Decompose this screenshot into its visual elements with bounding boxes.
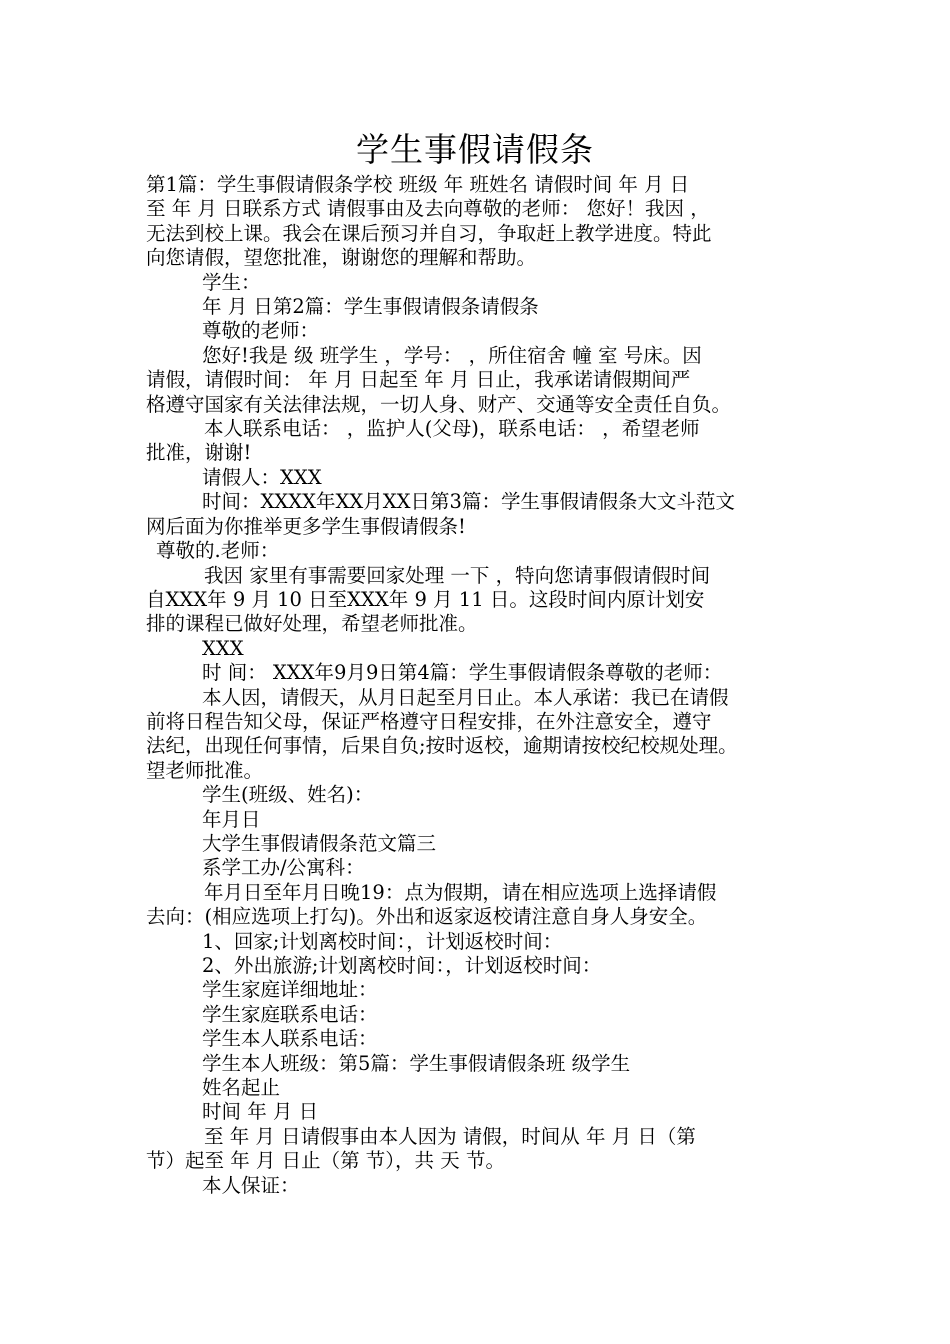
text-line: 至 年 月 日联系方式 请假事由及去向尊敬的老师： 您好！我因 ， bbox=[146, 197, 710, 221]
document-body bbox=[146, 173, 810, 1198]
text-line: 请假人：XXX bbox=[202, 465, 322, 489]
text-line: 本人联系电话： ，监护人(父母)，联系电话： ，希望老师 bbox=[204, 417, 700, 441]
text-line: 年月日至年月日晚19：点为假期，请在相应选项上选择请假 bbox=[204, 880, 717, 904]
text-line: 学生(班级、姓名)： bbox=[202, 783, 374, 807]
text-line: 大学生事假请假条范文篇三 bbox=[202, 831, 437, 855]
text-line: 时间 年 月 日 bbox=[202, 1100, 319, 1124]
text-line: 排的课程已做好处理，希望老师批准。 bbox=[146, 612, 478, 636]
text-line: 学生： bbox=[202, 270, 261, 294]
text-line: 法纪，出现任何事情，后果自负;按时返校，逾期请按校纪校规处理。 bbox=[146, 734, 738, 758]
text-line: 2、外出旅游;计划离校时间：，计划返校时间： bbox=[202, 954, 602, 977]
text-line: 本人保证： bbox=[202, 1173, 300, 1197]
text-line: 姓名起止 bbox=[202, 1076, 281, 1100]
text-line: 时间：XXXX年XX月XX日第3篇：学生事假请假条大文斗范文 bbox=[202, 490, 735, 514]
text-line: 我因 家里有事需要回家处理 一下 ，特向您请事假请假时间 bbox=[204, 563, 711, 587]
text-line: 第1篇：学生事假请假条学校 班级 年 班姓名 请假时间 年 月 日 bbox=[146, 173, 690, 196]
text-line: 向您请假，望您批准，谢谢您的理解和帮助。 bbox=[146, 246, 537, 270]
text-line: 去向：(相应选项上打勾)。外出和返家返校请注意自身人身安全。 bbox=[146, 905, 708, 929]
text-line: 学生本人班级：第5篇：学生事假请假条班 级学生 bbox=[202, 1051, 631, 1075]
text-line: 前将日程告知父母，保证严格遵守日程安排，在外注意安全，遵守 bbox=[146, 709, 712, 733]
text-line: 批准，谢谢! bbox=[146, 441, 252, 465]
text-line: 本人因，请假天，从月日起至月日止。本人承诺：我已在请假 bbox=[202, 685, 729, 709]
text-line: 学生家庭详细地址： bbox=[202, 978, 378, 1002]
text-line: 尊敬的.老师： bbox=[156, 539, 280, 563]
text-line: 学生本人联系电话： bbox=[202, 1027, 378, 1051]
text-line: 1、回家;计划离校时间：，计划返校时间： bbox=[202, 929, 563, 953]
text-line: 您好!我是 级 班学生 ，学号： ，所住宿舍 幢 室 号床。因 bbox=[202, 343, 702, 367]
text-line: 望老师批准。 bbox=[146, 758, 264, 782]
text-line: 无法到校上课。我会在课后预习并自习，争取赶上教学进度。特此 bbox=[146, 221, 712, 245]
text-line: 格遵守国家有关法律法规，一切人身、财产、交通等安全责任自负。 bbox=[146, 392, 732, 416]
text-line: 尊敬的老师： bbox=[202, 319, 320, 343]
text-line: 请假，请假时间： 年 月 日起至 年 月 日止，我承诺请假期间严 bbox=[146, 368, 691, 392]
text-line: 年 月 日第2篇：学生事假请假条请假条 bbox=[202, 295, 539, 319]
document-title: 学生事假请假条 bbox=[356, 130, 594, 169]
text-line: 节）起至 年 月 日止（第 节），共 天 节。 bbox=[146, 1149, 505, 1173]
text-line: 系学工办/公寓科： bbox=[202, 856, 365, 880]
text-line: 学生家庭联系电话： bbox=[202, 1002, 378, 1026]
text-line: 时 间： XXX年9月9日第4篇：学生事假请假条尊敬的老师： bbox=[202, 661, 723, 685]
text-line: 自XXX年 9 月 10 日至XXX年 9 月 11 日。这段时间内原计划安 bbox=[146, 587, 705, 611]
text-line: 年月日 bbox=[202, 807, 261, 831]
text-line: XXX bbox=[202, 636, 244, 660]
text-line: 网后面为你推举更多学生事假请假条! bbox=[146, 514, 466, 538]
text-line: 至 年 月 日请假事由本人因为 请假，时间从 年 月 日（第 bbox=[204, 1124, 696, 1148]
